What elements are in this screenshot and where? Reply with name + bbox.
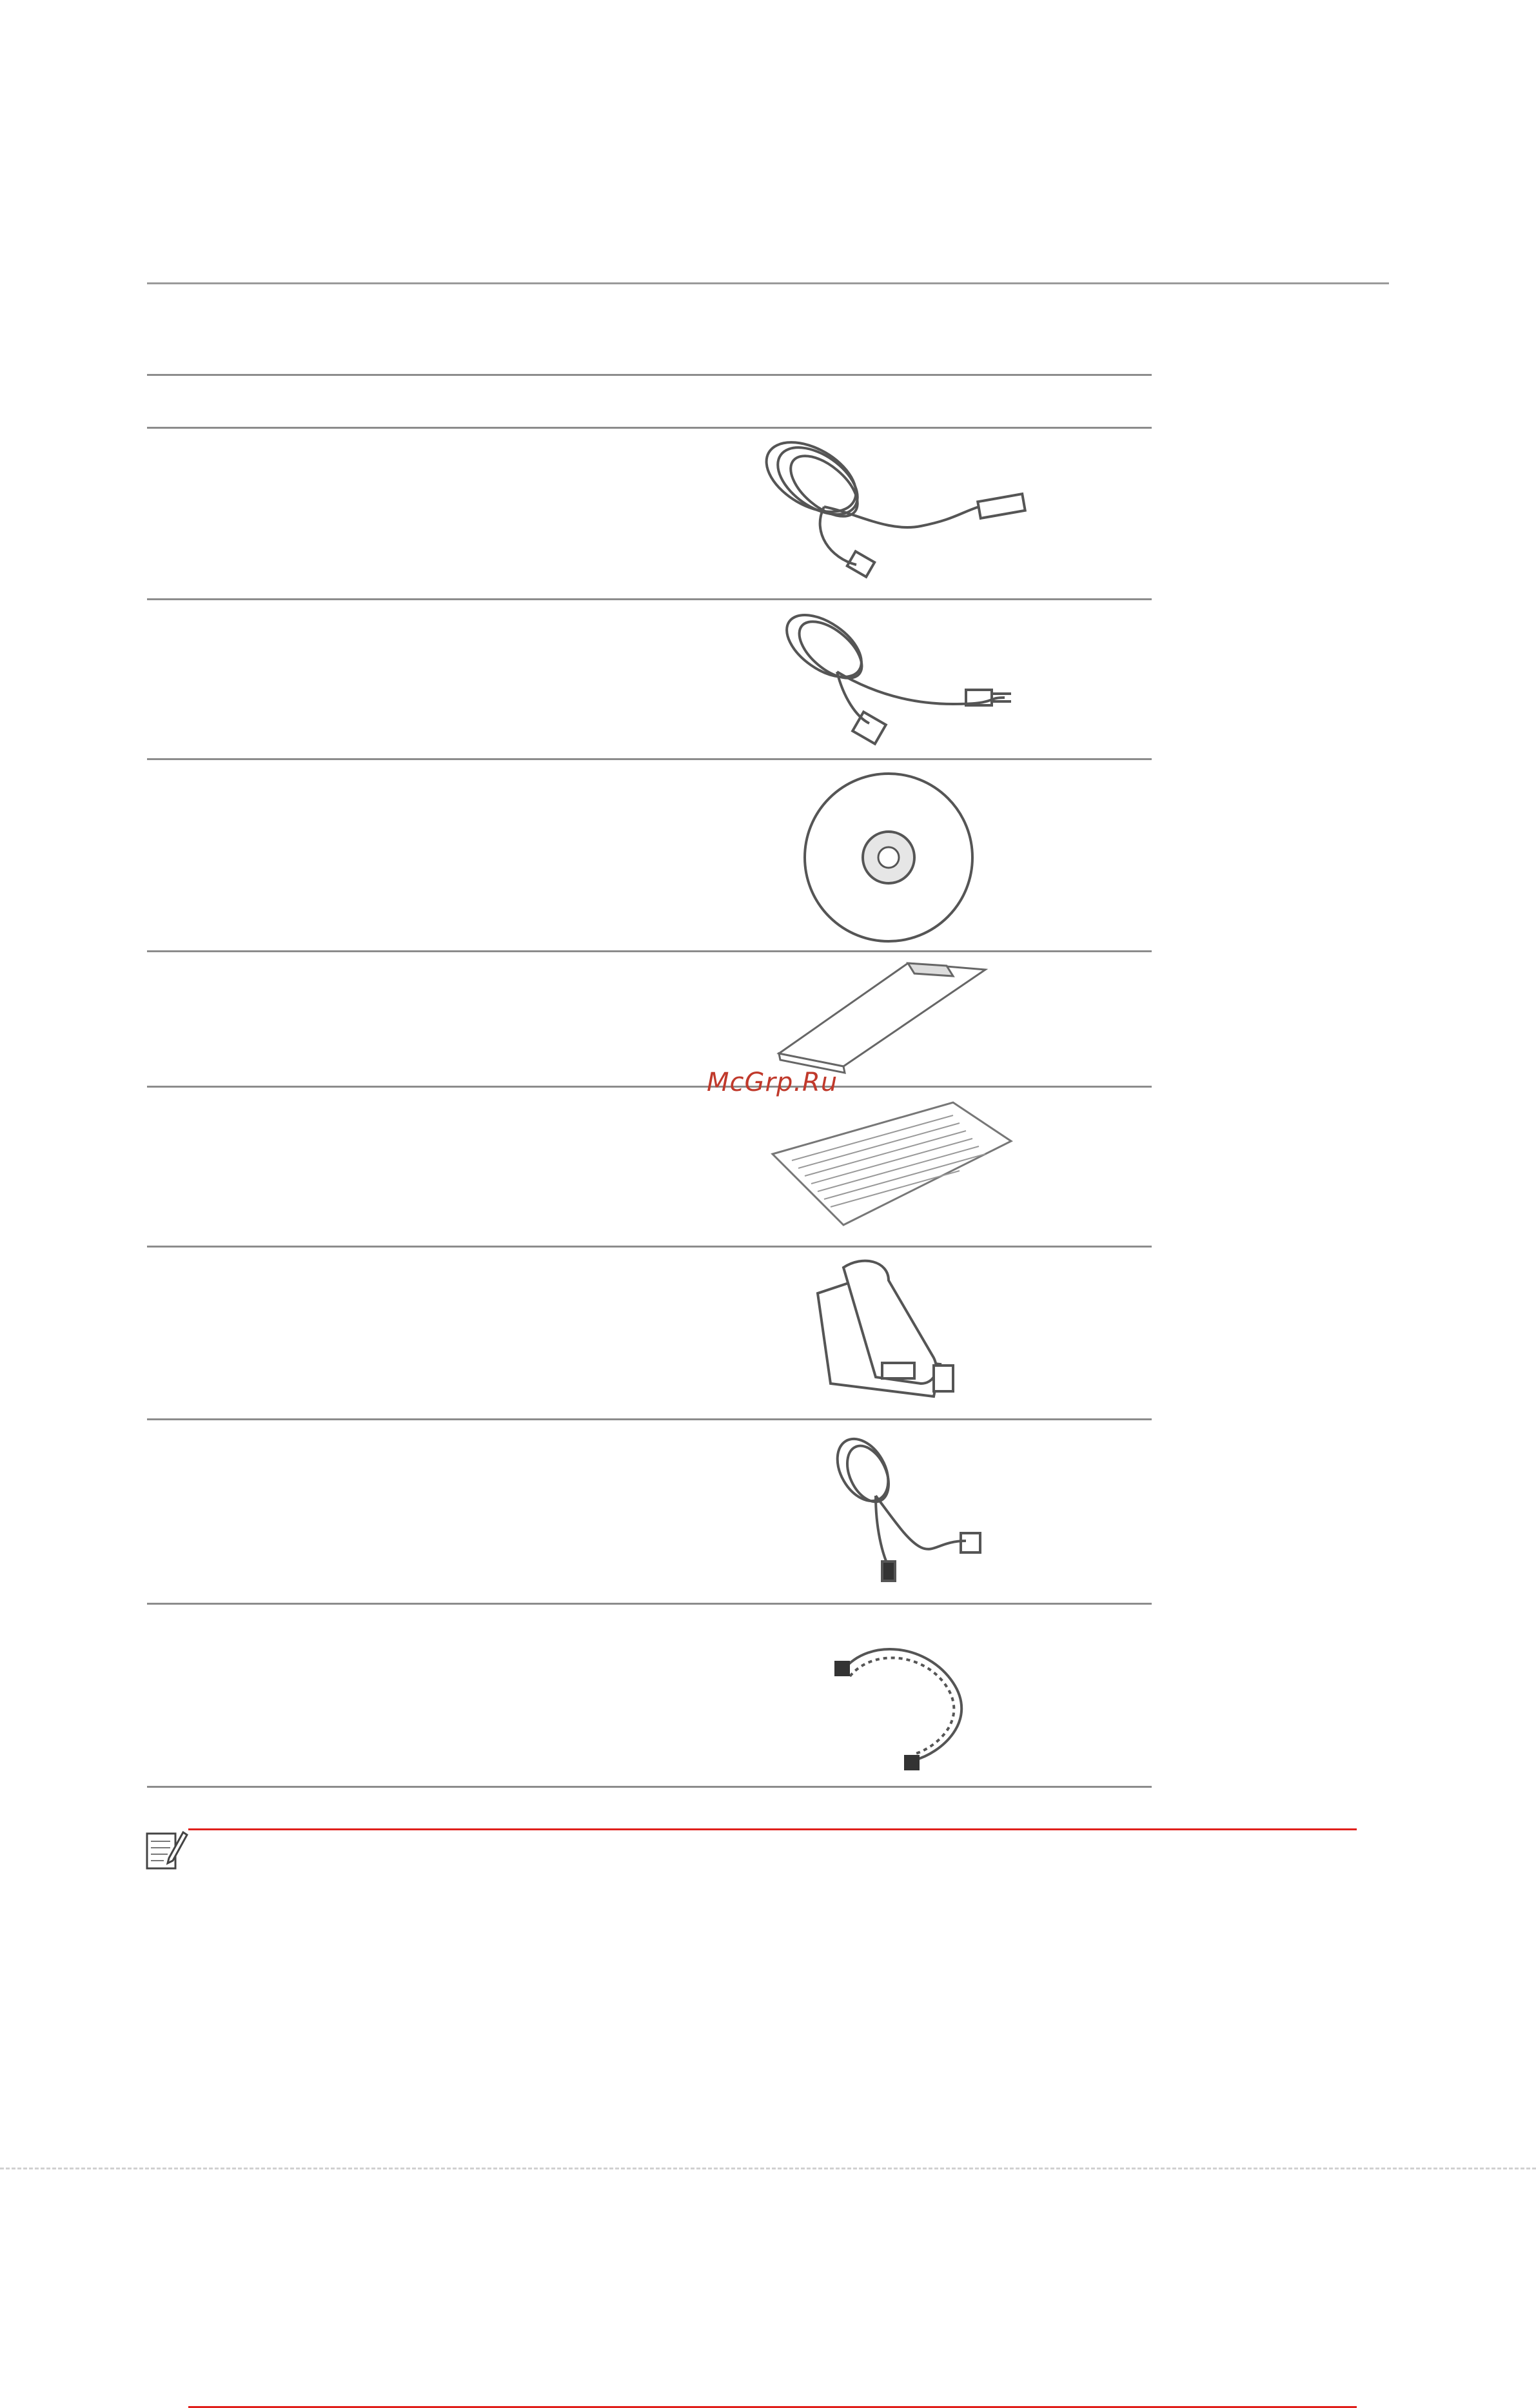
table-row-border	[147, 1086, 1152, 1088]
table-row-border	[147, 598, 1152, 600]
usb-cable-icon	[747, 436, 1030, 591]
table-top-border	[147, 374, 1152, 376]
table-row-border	[147, 1603, 1152, 1605]
table-bottom-border	[147, 1786, 1152, 1788]
table-header-border	[147, 427, 1152, 429]
warranty-sheet-icon	[766, 1096, 1024, 1238]
phone-line-cable-icon	[811, 1425, 1005, 1599]
coiled-cord-icon	[831, 1612, 998, 1779]
table-row-border	[147, 758, 1152, 760]
table-row-border	[147, 1418, 1152, 1420]
cd-disc-icon	[798, 767, 979, 948]
page-bottom-edge	[0, 2168, 1536, 2169]
handset-icon	[805, 1255, 972, 1409]
note-top-rule	[188, 1828, 1357, 1830]
note-pencil-icon	[143, 1827, 188, 1872]
power-cord-icon	[766, 607, 1024, 749]
table-row-border	[147, 1246, 1152, 1248]
table-row-border	[147, 950, 1152, 952]
booklet-icon	[766, 957, 1024, 1079]
top-divider	[147, 282, 1389, 284]
watermark: McGrp.Ru	[707, 1068, 838, 1097]
